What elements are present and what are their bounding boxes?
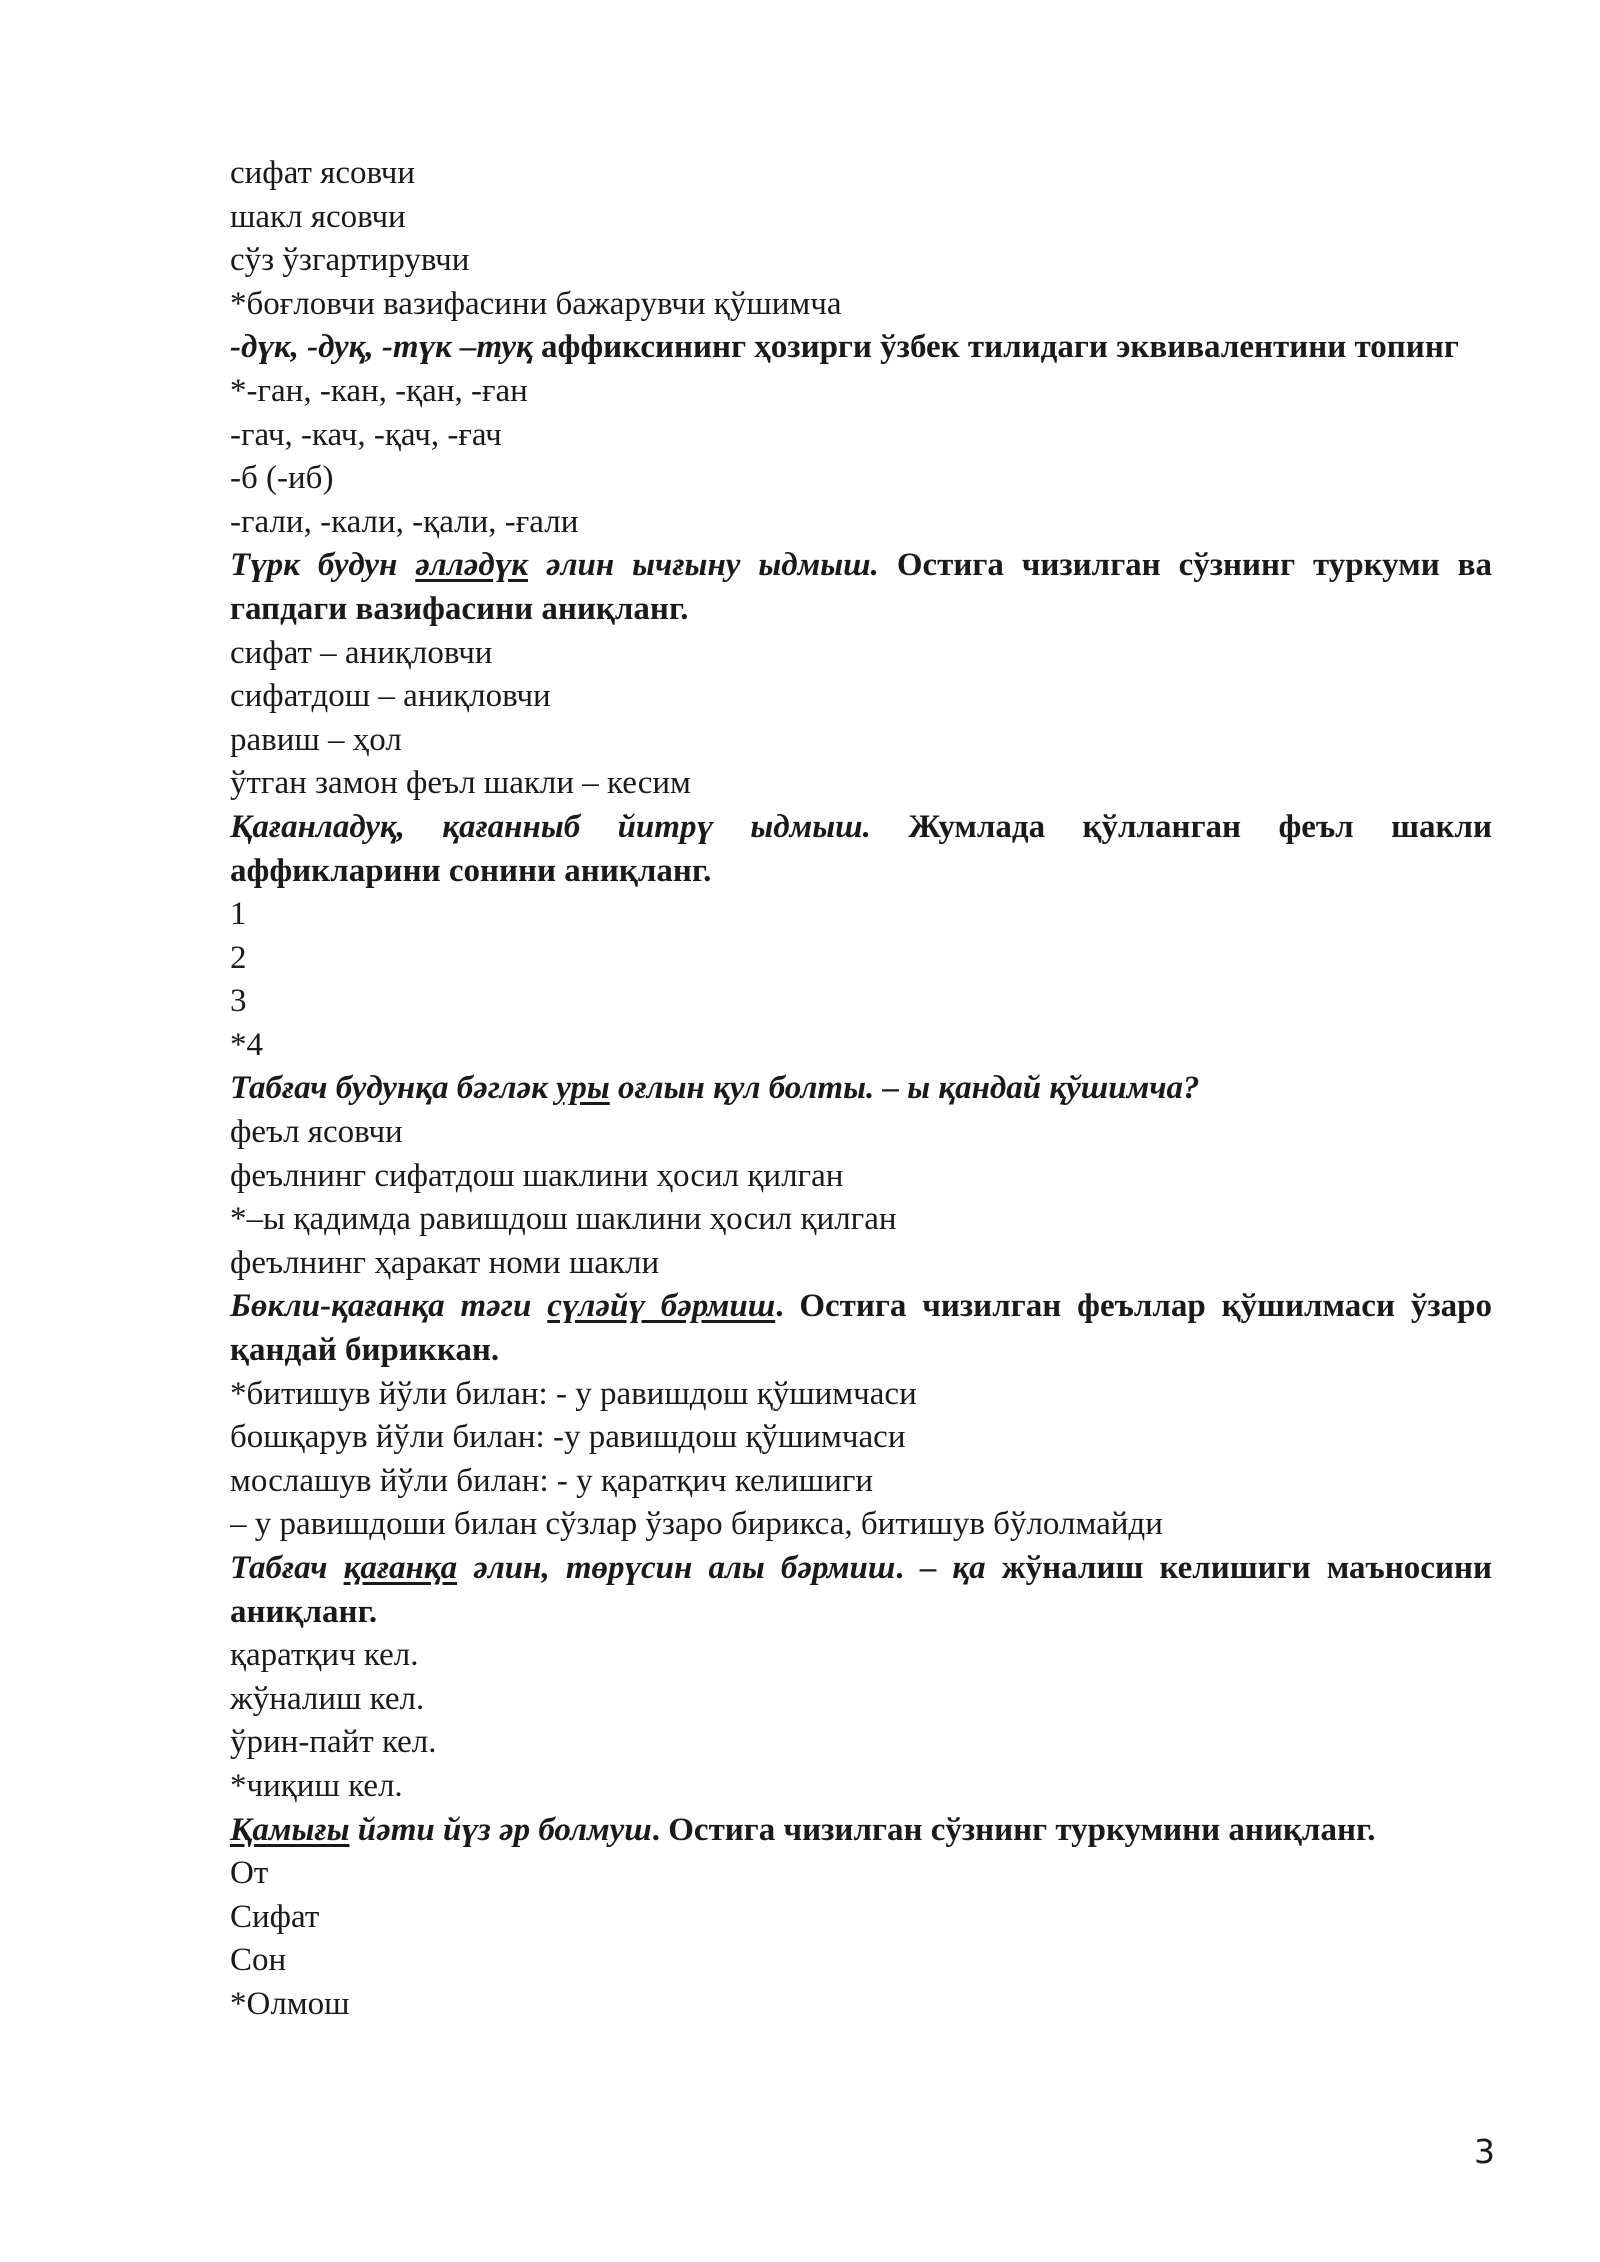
question-5-italic: Бөкли-қағанқа тәги xyxy=(230,1288,548,1325)
answer-option: феълнинг сифатдош шаклини ҳосил қилган xyxy=(230,1157,844,1194)
answer-option: *4 xyxy=(230,1026,263,1063)
question-7-text: . Остига чизилган сўзнинг туркумини аниқланг. xyxy=(651,1811,1376,1848)
answer-option: ўтган замон феъл шакли – кесим xyxy=(230,765,691,802)
page-number: 3 xyxy=(1474,2132,1495,2171)
question-6-italic: қа xyxy=(952,1550,986,1586)
answer-option: 2 xyxy=(230,939,247,976)
question-2-italic: әлин ычғыну ыдмыш. xyxy=(528,547,879,584)
question-2 xyxy=(230,544,1492,631)
answer-option: От xyxy=(230,1855,269,1892)
answer-option: равиш – ҳол xyxy=(230,721,402,758)
question-5 xyxy=(230,1285,1492,1372)
question-6 xyxy=(230,1547,1492,1634)
answer-option: -гали, -кали, -қали, -ғали xyxy=(230,503,579,540)
question-7-italic: йәти йүз әр болмуш xyxy=(349,1811,652,1848)
answer-option: ўрин-пайт кел. xyxy=(230,1724,437,1761)
answer-option: сифат – аниқловчи xyxy=(230,634,493,671)
question-3-italic: Қағанладуқ, қағанныб йитрү ыдмыш. xyxy=(230,808,871,845)
answer-option: – у равишдоши билан сўзлар ўзаро бирикса, битишув бўлолмайди xyxy=(230,1506,1163,1543)
question-2-text: Остига чизилган сўзнинг туркуми ва гапдаги вазифасини аниқланг. xyxy=(230,547,1492,627)
question-7-underlined: Қамығы xyxy=(230,1811,350,1848)
answer-option: *–ы қадимда равишдош шаклини ҳосил қилган xyxy=(230,1201,897,1238)
answer-option: -гач, -кач, -қач, -ғач xyxy=(230,416,502,453)
answer-option: жўналиш кел. xyxy=(230,1680,425,1717)
question-3-text: Жумлада қўлланган феъл шакли аффикларини сонини аниқланг. xyxy=(230,808,1492,889)
document-body xyxy=(230,152,1492,2027)
question-6-italic: әлин, төрүсин алы бәрмиш xyxy=(457,1550,896,1586)
answer-option: сифатдош – аниқловчи xyxy=(230,678,551,715)
question-1-text: аффиксининг ҳозирги ўзбек тилидаги эквивалентини топинг xyxy=(532,329,1459,366)
answer-option: 3 xyxy=(230,983,247,1020)
answer-option: Сифат xyxy=(230,1898,320,1935)
question-6-underlined: қағанқа xyxy=(343,1550,458,1586)
question-4-italic: Табғач будунқа бәгләк xyxy=(230,1070,557,1107)
answer-option: қаратқич кел. xyxy=(230,1637,419,1674)
answer-option: *-ган, -кан, -қан, -ған xyxy=(230,372,528,409)
question-2-underlined: әлләдүк xyxy=(415,547,529,584)
answer-option: Сон xyxy=(230,1942,287,1979)
answer-option: шакл ясовчи xyxy=(230,198,406,235)
question-2-italic: Түрк будун xyxy=(230,547,416,584)
answer-option: феъл ясовчи xyxy=(230,1114,403,1151)
question-1 xyxy=(230,326,1492,370)
answer-option: *боғловчи вазифасини бажарувчи қўшимча xyxy=(230,285,842,322)
answer-option: *чиқиш кел. xyxy=(230,1767,403,1804)
question-6-text: жўналиш келишиги маъносини аниқланг. xyxy=(230,1550,1492,1630)
answer-option: бошқарув йўли билан: -у равишдош қўшимчаси xyxy=(230,1419,906,1456)
question-5-underlined: сүләйү бәрмиш xyxy=(547,1288,776,1325)
answer-option: 1 xyxy=(230,896,247,933)
question-6-italic: Табғач xyxy=(230,1550,344,1586)
answer-option: мослашув йўли билан: - у қаратқич келишиги xyxy=(230,1462,874,1499)
answer-option: *Олмош xyxy=(230,1985,350,2022)
answer-option: феълнинг ҳаракат номи шакли xyxy=(230,1244,660,1281)
answer-option: -б (-иб) xyxy=(230,460,334,497)
answer-option: *битишув йўли билан: - у равишдош қўшимчаси xyxy=(230,1375,917,1412)
answer-option: сифат ясовчи xyxy=(230,155,416,191)
answer-option: сўз ўзгартирувчи xyxy=(230,242,470,279)
question-4-italic: оғлын қул болты. – ы қандай қўшимча? xyxy=(609,1070,1200,1107)
question-3 xyxy=(230,806,1492,893)
question-7 xyxy=(230,1809,1492,1853)
question-4 xyxy=(230,1067,1492,1111)
question-4-underlined: уры xyxy=(556,1070,610,1107)
question-1-italic: -дүк, -дуқ, -түк –туқ xyxy=(230,329,533,366)
question-5-text: . Остига чизилган феъллар қўшилмаси ўзаро қандай бириккан. xyxy=(230,1288,1492,1369)
question-6-text: . – xyxy=(895,1550,953,1586)
